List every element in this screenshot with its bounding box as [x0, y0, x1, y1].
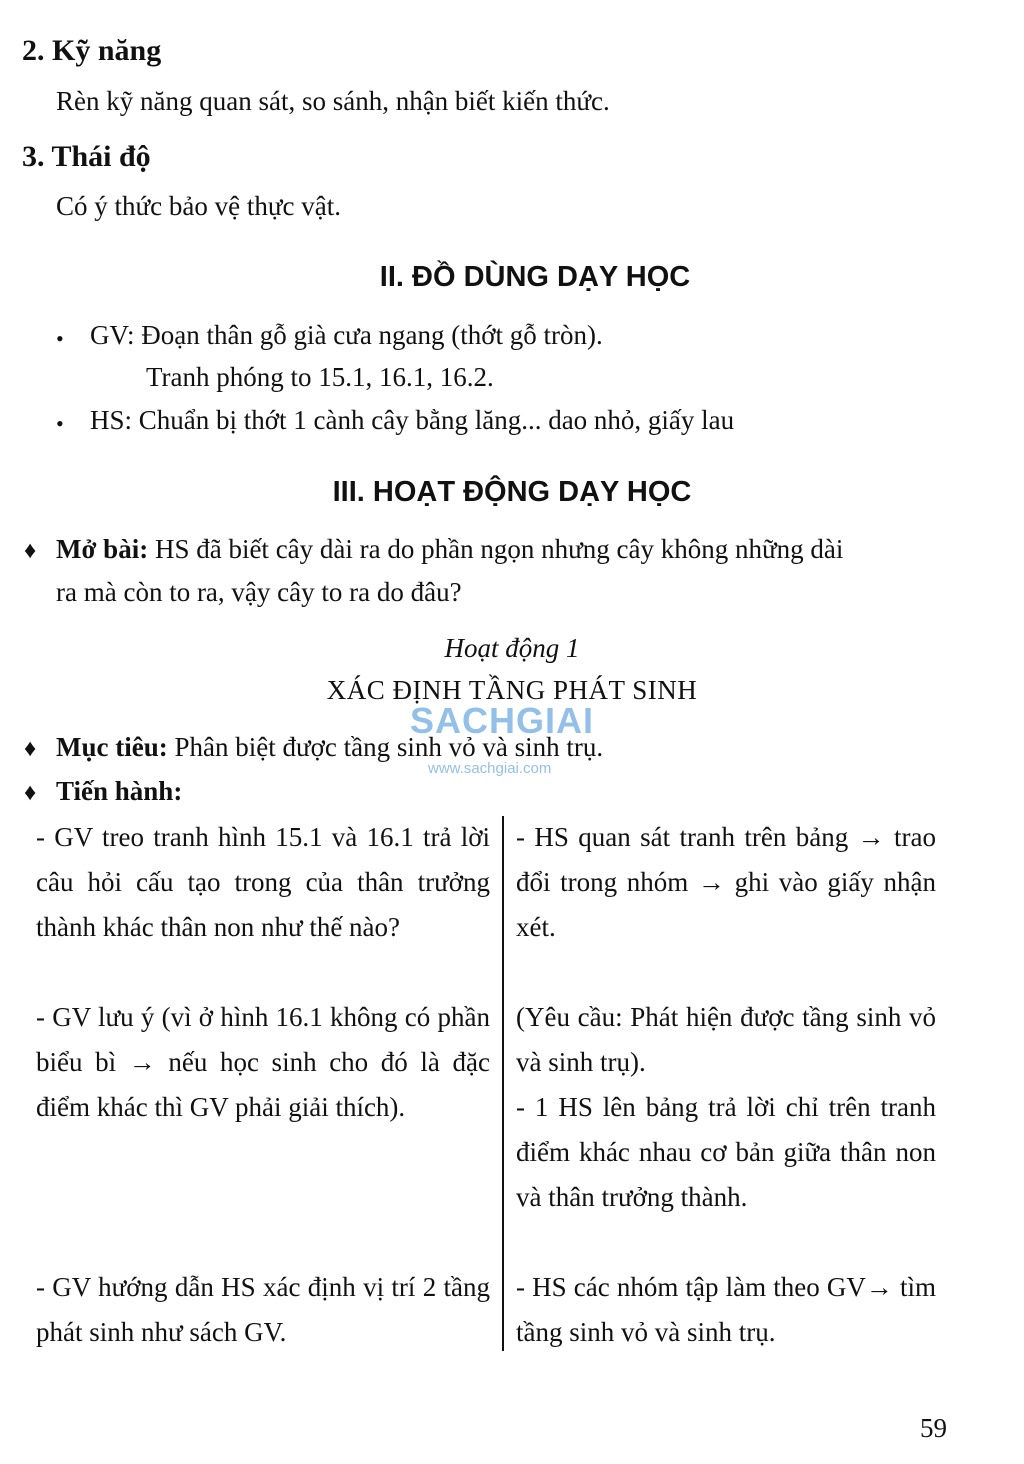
intro-text-2: ra mà còn to ra, vậy cây to ra do đâu?: [56, 577, 462, 607]
table-right-cell-3: - HS các nhóm tập làm theo GV→ tìm tầng sinh vỏ và sinh trụ.: [516, 1272, 936, 1347]
intro-paragraph: [56, 534, 843, 565]
activity-name: Hoạt động 1: [444, 633, 580, 663]
goal-line: [56, 732, 603, 763]
watermark-brand: SACHGIAI: [410, 700, 595, 741]
section2-title: II. ĐỒ DÙNG DẠY HỌC: [379, 261, 691, 293]
section2-gv-line1: GV: Đoạn thân gỗ già cưa ngang (thớt gỗ tròn).: [90, 320, 603, 350]
attitude-heading: 3. Thái độ: [22, 140, 151, 173]
intro-text-1: HS đã biết cây dài ra do phần ngọn nhưng cây không những dài: [148, 534, 844, 564]
skills-text: Rèn kỹ năng quan sát, so sánh, nhận biết kiến thức.: [56, 86, 610, 116]
attitude-text: Có ý thức bảo vệ thực vật.: [56, 191, 341, 221]
table-right-cell-2b: - 1 HS lên bảng trả lời chỉ trên tranh điểm khác nhau cơ bản giữa thân non và thân trưởng thành.: [516, 1092, 936, 1212]
table-left-cell-1: - GV treo tranh hình 15.1 và 16.1 trả lời câu hỏi cấu tạo trong của thân trưởng thành khác thân non như thế nào?: [36, 822, 490, 942]
goal-label: Mục tiêu:: [56, 732, 168, 762]
section2-gv-line2: Tranh phóng to 15.1, 16.1, 16.2.: [146, 362, 494, 392]
intro-label: Mở bài:: [56, 534, 149, 564]
page-number: 59: [920, 1413, 947, 1443]
table-right-cell-2a: (Yêu cầu: Phát hiện được tầng sinh vỏ và sinh trụ).: [516, 1002, 936, 1077]
section2-hs-line: HS: Chuẩn bị thớt 1 cành cây bằng lăng... dao nhỏ, giấy lau: [90, 405, 735, 435]
table-right-cell-1: - HS quan sát tranh trên bảng → trao đổi trong nhóm → ghi vào giấy nhận xét.: [516, 822, 936, 942]
activity-title: XÁC ĐỊNH TẦNG PHÁT SINH: [326, 675, 698, 705]
table-left-cell-3: - GV hướng dẫn HS xác định vị trí 2 tầng phát sinh như sách GV.: [36, 1272, 490, 1347]
column-divider: [502, 816, 504, 1351]
diamond-bullet-icon: ♦: [24, 538, 37, 564]
skills-heading: 2. Kỹ năng: [22, 34, 162, 67]
bullet-icon: •: [56, 326, 64, 351]
watermark-url: www.sachgiai.com: [428, 760, 552, 777]
diamond-bullet-icon: ♦: [24, 736, 37, 762]
bullet-icon: •: [56, 411, 64, 436]
procedure-label: Tiến hành:: [56, 776, 183, 806]
diamond-bullet-icon: ♦: [24, 780, 37, 806]
section3-title: III. HOẠT ĐỘNG DẠY HỌC: [332, 476, 692, 508]
table-left-cell-2: - GV lưu ý (vì ở hình 16.1 không có phần biểu bì → nếu học sinh cho đó là đặc điểm khác thì GV phải giải thích).: [36, 1002, 490, 1122]
goal-text: Phân biệt được tầng sinh vỏ và sinh trụ.: [167, 732, 604, 762]
